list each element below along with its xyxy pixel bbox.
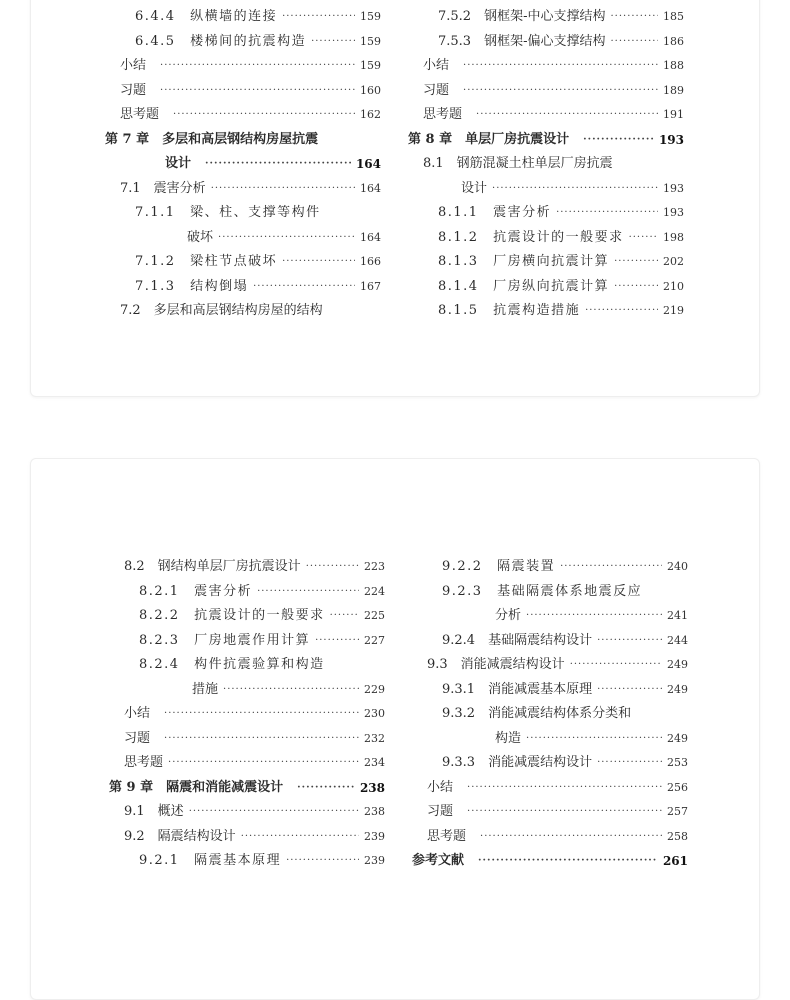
toc-entry	[442, 631, 688, 651]
toc-entry	[438, 228, 684, 248]
toc-entry-label: 8.1 钢筋混凝土柱单层厂房抗震	[423, 156, 613, 171]
toc-entry	[139, 606, 385, 626]
toc-entry-page: 186	[663, 35, 684, 48]
toc-entry-label: 构造	[495, 731, 522, 746]
toc-column-left	[105, 0, 381, 396]
toc-entry	[442, 704, 688, 724]
toc-entry	[438, 7, 684, 27]
toc-entry-page: 202	[663, 255, 684, 268]
leader-dots	[286, 851, 359, 871]
toc-entry-label: 9.2 隔震结构设计	[124, 829, 236, 844]
toc-entry-label: 破坏	[187, 230, 214, 245]
toc-entry	[442, 680, 688, 700]
toc-entry	[139, 582, 385, 602]
toc-entry	[438, 203, 684, 223]
toc-entry-label: 7.5.2 钢框架-中心支撑结构	[438, 9, 606, 24]
toc-entry-cont	[187, 228, 381, 248]
leader-dots	[463, 81, 658, 101]
leader-dots	[297, 778, 355, 798]
toc-entry	[427, 778, 688, 798]
toc-entry-label: 第 8 章 单层厂房抗震设计	[408, 132, 570, 147]
toc-entry-label: 分析	[495, 608, 522, 623]
leader-dots	[597, 631, 662, 651]
toc-entry-page: 249	[667, 683, 688, 696]
leader-dots	[311, 32, 355, 52]
leader-dots	[597, 753, 662, 773]
toc-entry-label: 小结	[124, 706, 151, 721]
toc-entry-label: 7.1.1 梁、柱、支撑等构件	[135, 205, 321, 220]
toc-entry-page: 227	[364, 634, 385, 647]
toc-chapter	[408, 130, 684, 150]
leader-dots	[467, 778, 662, 798]
toc-entry-label: 小结	[423, 58, 450, 73]
leader-dots	[480, 827, 662, 847]
toc-entry-label: 参考文献	[412, 853, 465, 868]
toc-entry-label: 小结	[427, 780, 454, 795]
toc-entry-page: 210	[663, 280, 684, 293]
leader-dots	[556, 203, 658, 223]
toc-entry-page: 249	[667, 658, 688, 671]
toc-entry-page: 239	[364, 854, 385, 867]
toc-entry-label: 9.3 消能减震结构设计	[427, 657, 565, 672]
toc-entry-label: 9.2.3 基础隔震体系地震反应	[442, 584, 643, 599]
toc-entry-label: 8.2 钢结构单层厂房抗震设计	[124, 559, 301, 574]
toc-entry-page: 164	[360, 182, 381, 195]
toc-entry-page: 230	[364, 707, 385, 720]
toc-entry-page: 225	[364, 609, 385, 622]
toc-entry-label: 8.2.3 厂房地震作用计算	[139, 633, 311, 648]
toc-entry	[124, 753, 385, 773]
toc-entry	[135, 252, 381, 272]
leader-dots	[282, 7, 355, 27]
toc-entry-label: 设计	[461, 181, 488, 196]
toc-entry-page: 193	[663, 206, 684, 219]
leader-dots	[614, 277, 658, 297]
leader-dots	[526, 606, 662, 626]
toc-entry-label: 6.4.5 楼梯间的抗震构造	[135, 34, 307, 49]
leader-dots	[160, 81, 355, 101]
toc-entry-page: 239	[364, 830, 385, 843]
leader-dots	[218, 228, 355, 248]
leader-dots	[476, 105, 658, 125]
toc-entry	[124, 704, 385, 724]
toc-column-left	[109, 459, 385, 999]
leader-dots	[610, 7, 658, 27]
toc-entry-label: 思考题	[427, 829, 467, 844]
leader-dots	[173, 105, 355, 125]
toc-entry	[135, 7, 381, 27]
toc-chapter-cont	[165, 154, 381, 174]
toc-entry-page: 189	[663, 84, 684, 97]
toc-entry-page: 159	[360, 35, 381, 48]
toc-entry	[120, 179, 381, 199]
toc-entry	[124, 827, 385, 847]
toc-entry-label: 习题	[120, 83, 147, 98]
toc-entry-label: 第 7 章 多层和高层钢结构房屋抗震	[105, 132, 319, 147]
toc-entry-label: 9.3.1 消能减震基本原理	[442, 682, 593, 697]
toc-entry	[423, 105, 684, 125]
toc-entry	[135, 32, 381, 52]
leader-dots	[205, 154, 351, 174]
toc-entry-label: 9.1 概述	[124, 804, 184, 819]
leader-dots	[189, 802, 359, 822]
toc-entry-label: 8.1.3 厂房横向抗震计算	[438, 254, 610, 269]
toc-entry-page: 234	[364, 756, 385, 769]
leader-dots	[597, 680, 662, 700]
toc-column-right	[412, 459, 688, 999]
leader-dots	[282, 252, 355, 272]
toc-entry-label: 设计	[165, 156, 192, 171]
toc-entry-page: 167	[360, 280, 381, 293]
toc-entry-page: 193	[663, 182, 684, 195]
leader-dots	[560, 557, 662, 577]
toc-entry-label: 习题	[427, 804, 454, 819]
toc-entry	[124, 557, 385, 577]
toc-entry-label: 7.1.3 结构倒塌	[135, 279, 249, 294]
toc-entry-page: 160	[360, 84, 381, 97]
toc-entry-page: 164	[355, 157, 381, 171]
leader-dots	[168, 753, 359, 773]
toc-entry	[423, 154, 684, 174]
toc-entry-page: 191	[663, 108, 684, 121]
toc-entry	[139, 655, 385, 675]
toc-entry-label: 第 9 章 隔震和消能减震设计	[109, 780, 284, 795]
leader-dots	[526, 729, 662, 749]
toc-entry	[427, 827, 688, 847]
toc-entry-label: 6.4.4 纵横墙的连接	[135, 9, 278, 24]
toc-entry-label: 9.2.4 基础隔震结构设计	[442, 633, 593, 648]
toc-entry	[423, 81, 684, 101]
leader-dots	[306, 557, 359, 577]
toc-entry-label: 8.2.4 构件抗震验算和构造	[139, 657, 325, 672]
toc-entry-page: 241	[667, 609, 688, 622]
toc-entry-label: 小结	[120, 58, 147, 73]
toc-entry-page: 219	[663, 304, 684, 317]
toc-entry-label: 8.2.2 抗震设计的一般要求	[139, 608, 325, 623]
toc-page-1	[30, 0, 760, 397]
toc-entry-label: 9.2.2 隔震装置	[442, 559, 556, 574]
toc-entry-page: 253	[667, 756, 688, 769]
toc-entry-page: 238	[359, 781, 385, 795]
toc-entry-page: 238	[364, 805, 385, 818]
toc-entry	[120, 301, 381, 321]
toc-entry-page: 240	[667, 560, 688, 573]
toc-chapter	[109, 778, 385, 798]
toc-entry	[438, 32, 684, 52]
toc-entry	[135, 203, 381, 223]
leader-dots	[257, 582, 359, 602]
leader-dots	[315, 631, 359, 651]
toc-entry-page: 232	[364, 732, 385, 745]
toc-entry	[427, 655, 688, 675]
toc-entry-label: 7.1 震害分析	[120, 181, 206, 196]
toc-entry-page: 193	[658, 133, 684, 147]
toc-entry	[423, 56, 684, 76]
toc-entry-page: 159	[360, 59, 381, 72]
toc-entry-page: 244	[667, 634, 688, 647]
toc-entry-page: 224	[364, 585, 385, 598]
toc-entry-label: 8.1.1 震害分析	[438, 205, 552, 220]
toc-entry-page: 164	[360, 231, 381, 244]
toc-entry-page: 258	[667, 830, 688, 843]
toc-entry	[442, 753, 688, 773]
toc-entry-label: 思考题	[423, 107, 463, 122]
toc-entry	[442, 557, 688, 577]
toc-entry-label: 思考题	[124, 755, 164, 770]
toc-entry-cont	[495, 606, 688, 626]
toc-entry	[438, 277, 684, 297]
leader-dots	[211, 179, 355, 199]
toc-chapter	[105, 130, 381, 150]
toc-column-right	[408, 0, 684, 396]
leader-dots	[492, 179, 658, 199]
leader-dots	[223, 680, 359, 700]
toc-entry	[120, 81, 381, 101]
toc-entry	[438, 301, 684, 321]
toc-entry-page: 229	[364, 683, 385, 696]
toc-entry-label: 措施	[192, 682, 219, 697]
leader-dots	[570, 655, 662, 675]
toc-entry-page: 159	[360, 10, 381, 23]
toc-entry	[120, 56, 381, 76]
toc-entry-page: 249	[667, 732, 688, 745]
toc-entry	[124, 729, 385, 749]
toc-entry-label: 7.2 多层和高层钢结构房屋的结构	[120, 303, 323, 318]
toc-entry	[139, 631, 385, 651]
toc-entry-label: 7.5.3 钢框架-偏心支撑结构	[438, 34, 606, 49]
toc-entry-label: 9.2.1 隔震基本原理	[139, 853, 282, 868]
toc-entry-label: 7.1.2 梁柱节点破坏	[135, 254, 278, 269]
toc-page-2	[30, 458, 760, 1000]
leader-dots	[614, 252, 658, 272]
toc-entry-label: 9.3.2 消能减震结构体系分类和	[442, 706, 632, 721]
toc-entry-page: 256	[667, 781, 688, 794]
toc-entry-label: 9.3.3 消能减震结构设计	[442, 755, 593, 770]
leader-dots	[164, 704, 359, 724]
toc-entry-page: 188	[663, 59, 684, 72]
leader-dots	[241, 827, 359, 847]
leader-dots	[160, 56, 355, 76]
leader-dots	[467, 802, 662, 822]
toc-entry-cont	[192, 680, 385, 700]
toc-entry-cont	[461, 179, 684, 199]
toc-entry-label: 8.1.5 抗震构造措施	[438, 303, 581, 318]
toc-entry	[427, 802, 688, 822]
toc-entry-page: 257	[667, 805, 688, 818]
toc-entry	[124, 802, 385, 822]
toc-entry	[120, 105, 381, 125]
leader-dots	[463, 56, 658, 76]
toc-entry-page: 261	[662, 854, 688, 868]
toc-entry-page: 166	[360, 255, 381, 268]
toc-entry-page: 198	[663, 231, 684, 244]
toc-entry-label: 习题	[423, 83, 450, 98]
leader-dots	[585, 301, 658, 321]
toc-entry	[438, 252, 684, 272]
leader-dots	[478, 851, 658, 871]
toc-entry	[442, 582, 688, 602]
toc-entry-label: 8.2.1 震害分析	[139, 584, 253, 599]
toc-entry	[139, 851, 385, 871]
leader-dots	[583, 130, 654, 150]
toc-entry	[135, 277, 381, 297]
toc-entry-label: 8.1.4 厂房纵向抗震计算	[438, 279, 610, 294]
toc-entry-page: 223	[364, 560, 385, 573]
toc-entry-page: 185	[663, 10, 684, 23]
toc-entry-page: 162	[360, 108, 381, 121]
leader-dots	[629, 228, 658, 248]
toc-entry-label: 8.1.2 抗震设计的一般要求	[438, 230, 624, 245]
leader-dots	[253, 277, 355, 297]
toc-entry-label: 思考题	[120, 107, 160, 122]
toc-references	[412, 851, 688, 871]
leader-dots	[610, 32, 658, 52]
leader-dots	[164, 729, 359, 749]
leader-dots	[330, 606, 359, 626]
toc-entry-label: 习题	[124, 731, 151, 746]
toc-entry-cont	[495, 729, 688, 749]
